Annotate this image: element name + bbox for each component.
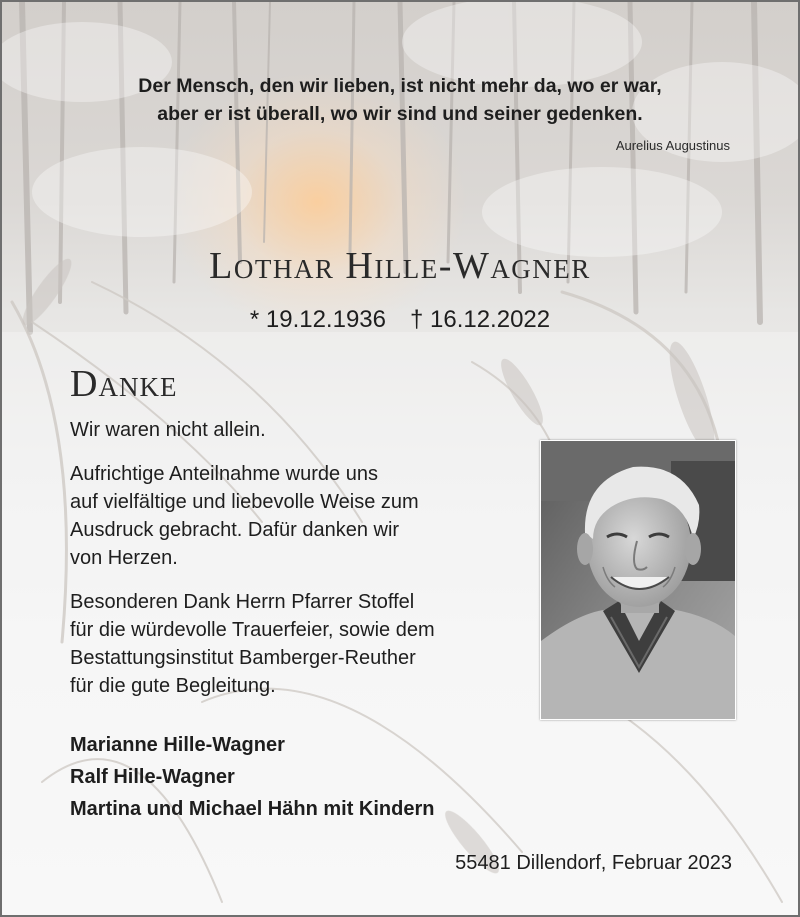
quote-author: Aurelius Augustinus	[615, 138, 730, 153]
quote-line-1: Der Mensch, den wir lieben, ist nicht mehr da, wo er war,	[138, 75, 662, 97]
place-and-date: 55481 Dillendorf, Februar 2023	[455, 852, 732, 874]
family-signatures	[70, 729, 434, 825]
thanks-heading: Danke	[70, 363, 178, 405]
death-date: † 16.12.2022	[409, 306, 551, 333]
memorial-quote	[2, 72, 798, 128]
thanks-paragraph-1: Wir waren nicht allein.	[70, 419, 266, 441]
birth-date: * 19.12.1936	[249, 306, 386, 333]
thanks-paragraph-3: Besonderen Dank Herrn Pfarrer Stoffel für die würdevolle Trauerfeier, sowie dem Bestattungsinstitut Bamberger-Reuther für die gute Begleitung.	[70, 591, 435, 697]
family-member: Martina und Michael Hähn mit Kindern	[70, 798, 435, 820]
thanks-paragraph-2: Aufrichtige Anteilnahme wurde uns auf vielfältige und liebevolle Weise zum Ausdruck gebracht. Dafür danken wir von Herzen.	[70, 463, 419, 569]
deceased-name-text: Lothar Hille-Wagner	[209, 245, 591, 287]
family-member: Marianne Hille-Wagner	[70, 734, 285, 756]
portrait-illustration	[541, 441, 735, 719]
deceased-name	[2, 244, 798, 288]
life-dates	[2, 306, 798, 334]
quote-line-2: aber er ist überall, wo wir sind und seiner gedenken.	[157, 103, 643, 125]
family-member: Ralf Hille-Wagner	[70, 766, 235, 788]
portrait-photo	[540, 440, 736, 720]
